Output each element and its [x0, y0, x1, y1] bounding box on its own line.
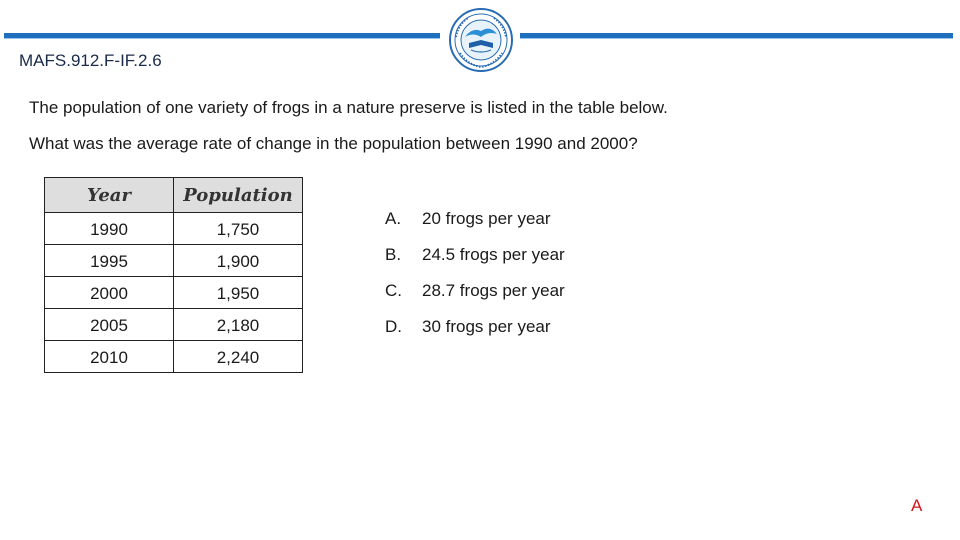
choice-letter: B. [385, 245, 402, 264]
answer-choice-b [385, 245, 565, 265]
choice-text: 20 frogs per year [422, 209, 551, 228]
school-seal-icon [448, 7, 514, 73]
population-cell: 1,950 [174, 277, 303, 309]
answer-choice-d [385, 317, 551, 337]
year-cell: 2005 [45, 309, 174, 341]
column-header-population: Population [174, 178, 303, 213]
choice-text: 28.7 frogs per year [422, 281, 565, 300]
question-text-line2: What was the average rate of change in the population between 1990 and 2000? [29, 134, 638, 153]
table-header-row [45, 178, 303, 213]
population-cell: 1,750 [174, 213, 303, 245]
population-table [44, 177, 303, 373]
table-row [45, 309, 303, 341]
table-row [45, 277, 303, 309]
header-rule-right [520, 33, 953, 39]
column-header-year: Year [45, 178, 174, 213]
choice-letter: D. [385, 317, 402, 336]
choice-letter: A. [385, 209, 402, 228]
standard-code: MAFS.912.F-IF.2.6 [19, 51, 162, 70]
answer-choice-c [385, 281, 565, 301]
answer-choice-a [385, 209, 551, 229]
year-cell: 2010 [45, 341, 174, 373]
header-rule-left [4, 33, 440, 39]
choice-text: 24.5 frogs per year [422, 245, 565, 264]
choice-text: 30 frogs per year [422, 317, 551, 336]
population-cell: 2,180 [174, 309, 303, 341]
population-cell: 2,240 [174, 341, 303, 373]
choice-letter: C. [385, 281, 402, 300]
year-cell: 1995 [45, 245, 174, 277]
answer-key: A [911, 496, 923, 515]
year-cell: 2000 [45, 277, 174, 309]
table-row [45, 341, 303, 373]
year-cell: 1990 [45, 213, 174, 245]
table-row [45, 213, 303, 245]
population-cell: 1,900 [174, 245, 303, 277]
table-row [45, 245, 303, 277]
question-text-line1: The population of one variety of frogs in a nature preserve is listed in the table below. [29, 98, 668, 117]
